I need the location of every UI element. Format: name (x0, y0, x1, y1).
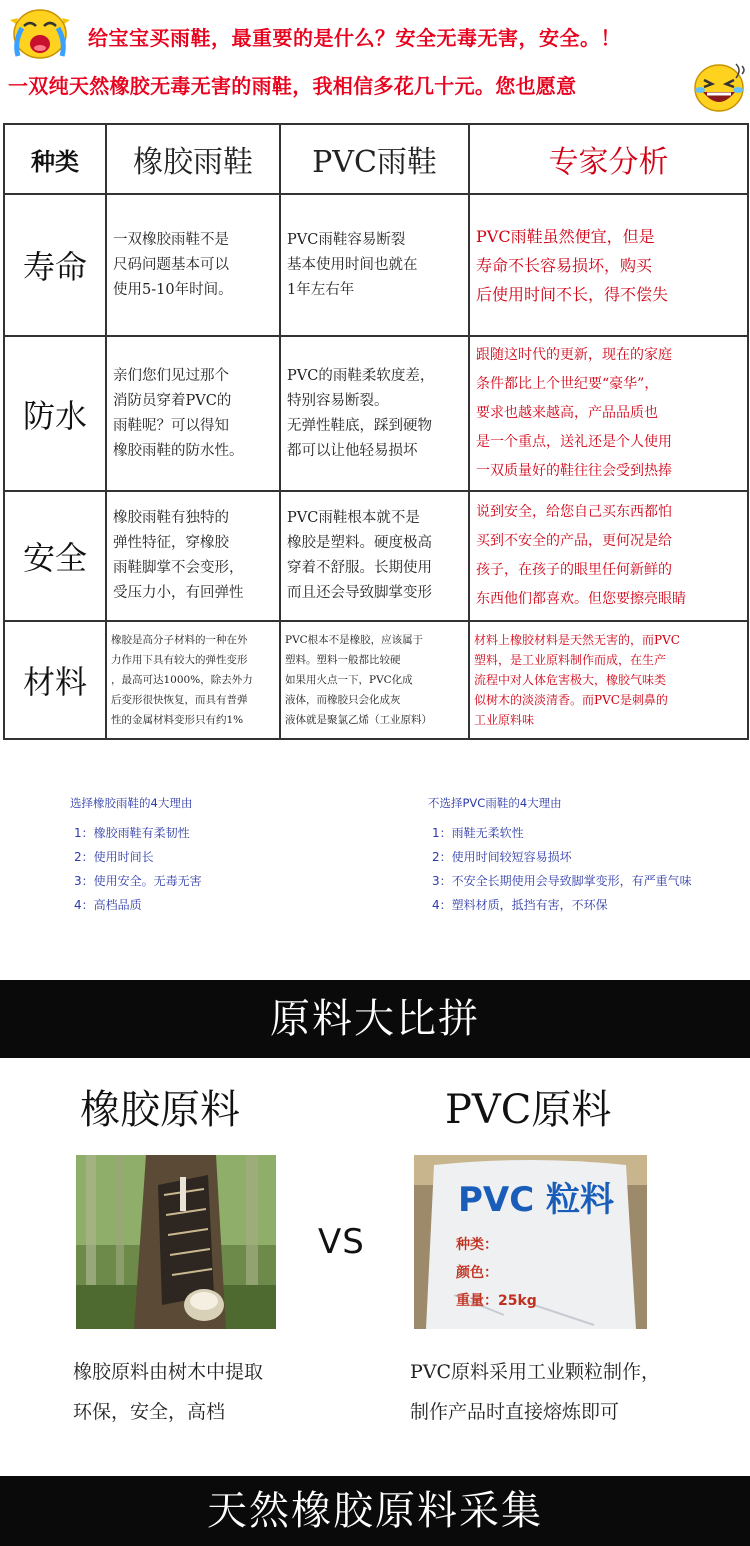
pvc-bag-line: 颜色： (456, 1265, 498, 1281)
rubber-cell (106, 491, 280, 621)
cell-line: 无弹性鞋底，踩到硬物 (287, 417, 432, 434)
table-row-waterproof (4, 336, 748, 491)
desc-line: 制作产品时直接熔炼即可 (410, 1401, 620, 1423)
expert-cell (469, 621, 748, 739)
cell-line: 说到安全，给您自己买东西都怕 (476, 504, 672, 520)
row-label: 寿命 (4, 194, 106, 336)
cell-line: 材料上橡胶材料是天然无害的，而PVC (474, 633, 680, 647)
rubber-material-title: 橡胶原料 (80, 1087, 240, 1133)
cell-line: 而且还会导致脚掌变形 (287, 585, 432, 601)
cell-line: 雨鞋脚掌不会变形， (113, 560, 244, 576)
rubber-cell (106, 336, 280, 491)
cell-line: 一双橡胶雨鞋不是 (113, 231, 229, 248)
cell-line: 力作用下具有较大的弹性变形 (111, 654, 248, 666)
header-expert: 专家分析 (469, 124, 748, 194)
rubber-reasons-list (70, 795, 202, 917)
laughing-face-icon (690, 60, 748, 116)
cell-line: 橡胶雨鞋有独特的 (113, 510, 229, 526)
cell-line: 如果用火点一下，PVC化成 (285, 674, 413, 686)
list-item: 1：橡胶雨鞋有柔韧性 (74, 826, 190, 840)
cell-line: 消防员穿着PVC的 (113, 392, 232, 409)
pvc-bag-line: 种类： (456, 1237, 498, 1253)
comparison-table (3, 123, 749, 740)
cell-line: 橡胶是高分子材料的一种在外 (111, 634, 248, 646)
cell-line: 受压力小，有回弹性 (113, 585, 244, 601)
cell-line: 穿着不舒服。长期使用 (287, 560, 432, 576)
cell-line: 条件都比上个世纪要“豪华”， (476, 376, 659, 392)
cell-line: 要求也越来越高，产品品质也 (476, 405, 658, 421)
table-row-safety (4, 491, 748, 621)
header-banner (0, 0, 750, 118)
list-item: 4：高档品质 (74, 898, 142, 912)
pvc-bag-photo (414, 1155, 647, 1329)
cell-line: 特别容易断裂。 (287, 392, 389, 409)
row-label: 防水 (4, 336, 106, 491)
cell-line: 1年左右年 (287, 281, 355, 298)
pvc-bag-line: 重量：25kg (456, 1293, 537, 1309)
pvc-cell (280, 194, 469, 336)
cell-line: PVC雨鞋虽然便宜，但是 (476, 226, 655, 246)
crying-face-icon (8, 2, 72, 60)
pvc-material-desc (410, 1352, 660, 1432)
cell-line: 基本使用时间也就在 (287, 256, 418, 273)
list-item: 3：不安全长期使用会导致脚掌变形，有严重气味 (432, 874, 692, 888)
section-title-bar: 原料大比拼 (0, 980, 750, 1058)
table-row-lifespan (4, 194, 748, 336)
cell-line: 似树木的淡淡清香。而PVC是刺鼻的 (474, 693, 668, 707)
pvc-bag-label: PVC 粒料 (458, 1180, 615, 1220)
rubber-material-desc (73, 1352, 263, 1432)
cell-line: 是一个重点，送礼还是个人使用 (476, 434, 672, 450)
list-item: 3：使用安全。无毒无害 (74, 874, 202, 888)
table-header-row (4, 124, 748, 194)
cell-line: PVC的雨鞋柔软度差， (287, 367, 435, 384)
rubber-reasons-title: 选择橡胶雨鞋的4大理由 (70, 796, 193, 810)
cell-line: 液体就是聚氯乙烯（工业原料） (285, 714, 432, 726)
vs-label: VS (318, 1222, 365, 1262)
cell-line: 一双质量好的鞋往往会受到热捧 (476, 463, 672, 479)
cell-line: 尺码问题基本可以 (113, 256, 229, 273)
cell-line: 橡胶是塑料。硬度极高 (287, 535, 432, 551)
list-item: 2：使用时间长 (74, 850, 154, 864)
cell-line: 性的金属材料变形只有约1% (111, 714, 244, 726)
cell-line: 使用5-10年时间。 (113, 281, 233, 298)
row-label: 材料 (4, 621, 106, 739)
cell-line: 东西他们都喜欢。但您要擦亮眼睛 (476, 591, 686, 607)
cell-line: 买到不安全的产品，更何况是给 (476, 533, 672, 549)
cell-line: 亲们您们见过那个 (113, 367, 229, 384)
header-rubber: 橡胶雨鞋 (106, 124, 280, 194)
cell-line: 雨鞋呢？可以得知 (113, 417, 229, 434)
desc-line: 环保，安全，高档 (73, 1401, 226, 1423)
cell-line: 寿命不长容易损坏，购买 (476, 255, 653, 275)
banner-headline: 给宝宝买雨鞋，最重要的是什么？安全无毒无害，安全。！ (88, 26, 621, 50)
cell-line: ，最高可达1000%，除去外力 (111, 674, 253, 686)
cell-line: 橡胶雨鞋的防水性。 (113, 442, 244, 459)
pvc-cell (280, 621, 469, 739)
banner-subline: 一双纯天然橡胶无毒无害的雨鞋，我相信多花几十元。您也愿意 (8, 74, 577, 98)
cell-line: 工业原料味 (474, 713, 535, 727)
cell-line: PVC雨鞋容易断裂 (287, 231, 406, 248)
cell-line: 后使用时间不长，得不偿失 (476, 284, 669, 304)
pvc-material-title: PVC原料 (445, 1087, 612, 1133)
pvc-reasons-list (428, 795, 692, 917)
desc-line: 橡胶原料由树木中提取 (73, 1361, 264, 1383)
expert-cell (469, 336, 748, 491)
list-item: 4：塑料材质，抵挡有害，不环保 (432, 898, 608, 912)
expert-cell (469, 194, 748, 336)
table-row-material (4, 621, 748, 739)
cell-line: 流程中对人体危害极大，橡胶气味类 (474, 673, 667, 687)
list-item: 2：使用时间较短容易损坏 (432, 850, 572, 864)
header-pvc: PVC雨鞋 (280, 124, 469, 194)
cell-line: 都可以让他轻易损坏 (287, 442, 418, 459)
cell-line: 塑料，是工业原料制作而成，在生产 (474, 653, 667, 667)
desc-line: PVC原料采用工业颗粒制作， (410, 1361, 661, 1383)
rubber-cell (106, 194, 280, 336)
cell-line: 液体，而橡胶只会化成灰 (285, 694, 401, 706)
cell-line: 塑料。塑料一般都比较硬 (285, 654, 401, 666)
rubber-cell (106, 621, 280, 739)
pvc-reasons-title: 不选择PVC雨鞋的4大理由 (428, 796, 562, 810)
cell-line: 孩子，在孩子的眼里任何新鲜的 (476, 562, 672, 578)
cell-line: 跟随这时代的更新，现在的家庭 (476, 347, 672, 363)
cell-line: PVC雨鞋根本就不是 (287, 510, 420, 526)
rubber-tree-photo (76, 1155, 276, 1329)
pvc-cell (280, 336, 469, 491)
cell-line: 弹性特征，穿橡胶 (113, 535, 229, 551)
list-item: 1：雨鞋无柔软性 (432, 826, 524, 840)
row-label: 安全 (4, 491, 106, 621)
cell-line: 后变形很快恢复，而具有普弹 (111, 694, 248, 706)
cell-line: PVC根本不是橡胶，应该属于 (285, 634, 424, 646)
pvc-cell (280, 491, 469, 621)
section-title-bar: 天然橡胶原料采集 (0, 1476, 750, 1546)
expert-cell (469, 491, 748, 621)
header-category: 种类 (4, 124, 106, 194)
